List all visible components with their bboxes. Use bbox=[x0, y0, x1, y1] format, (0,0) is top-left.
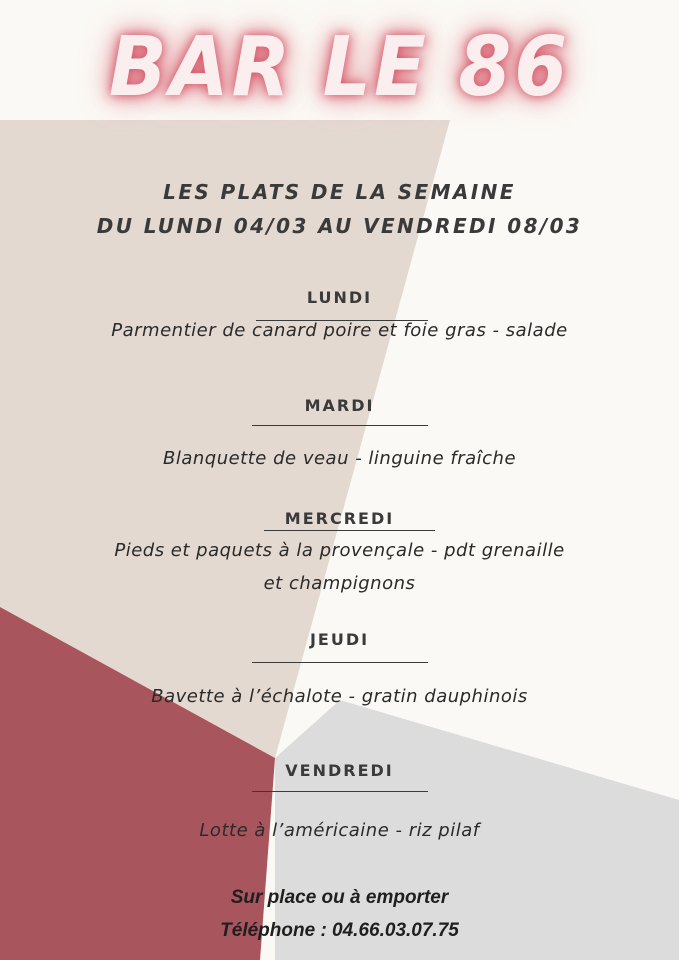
subtitle-dates: DU LUNDI 04/03 AU VENDREDI 08/03 bbox=[96, 214, 583, 238]
dish-mardi: Blanquette de veau - linguine fraîche bbox=[162, 448, 517, 469]
divider-mercredi bbox=[264, 530, 435, 531]
divider-jeudi bbox=[252, 662, 428, 663]
day-heading-mercredi: MERCREDI bbox=[284, 509, 395, 528]
divider-mardi bbox=[252, 425, 428, 426]
day-heading-vendredi: VENDREDI bbox=[285, 761, 394, 780]
dish-jeudi: Bavette à l’échalote - gratin dauphinois bbox=[151, 686, 528, 707]
dish-lundi: Parmentier de canard poire et foie gras - salade bbox=[111, 320, 568, 341]
day-heading-mardi: MARDI bbox=[304, 396, 375, 415]
day-heading-jeudi: JEUDI bbox=[309, 630, 370, 649]
footer-service-note: Sur place ou à emporter bbox=[230, 887, 449, 908]
dish-mercredi-line1: Pieds et paquets à la provençale - pdt grenaille bbox=[114, 540, 565, 561]
day-heading-lundi: LUNDI bbox=[306, 288, 373, 307]
dish-mercredi-line2: et champignons bbox=[263, 573, 416, 594]
divider-vendredi bbox=[252, 791, 428, 792]
dish-vendredi: Lotte à l’américaine - riz pilaf bbox=[199, 820, 480, 841]
page-title: BAR LE 86 bbox=[108, 18, 571, 115]
footer-phone: Téléphone : 04.66.03.07.75 bbox=[220, 920, 459, 941]
subtitle-week: LES PLATS DE LA SEMAINE bbox=[163, 180, 516, 204]
